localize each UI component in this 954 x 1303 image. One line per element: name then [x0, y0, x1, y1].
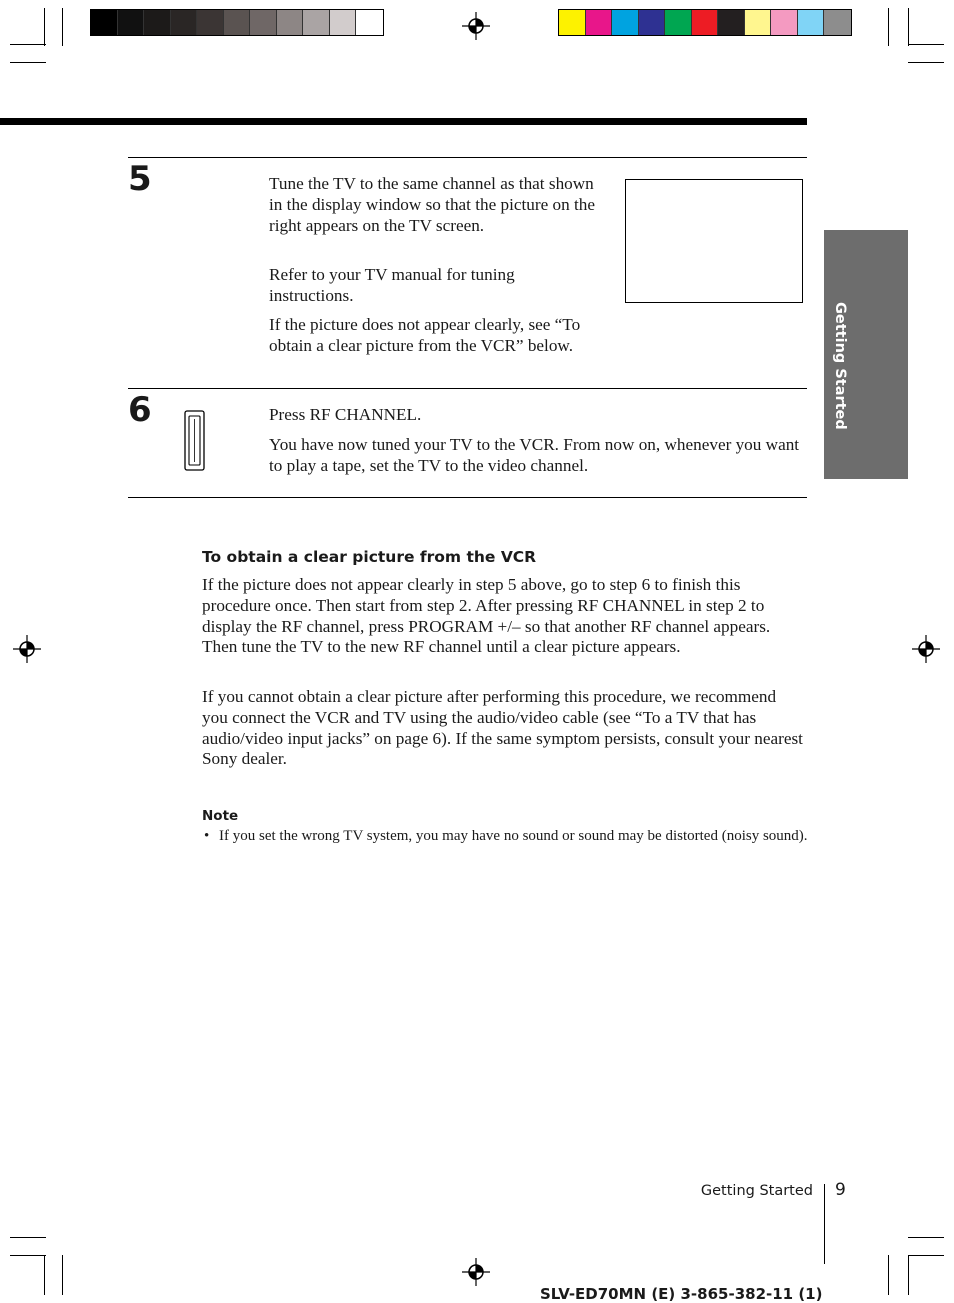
- crop-mark: [888, 1255, 889, 1295]
- registration-mark-icon: [461, 1257, 491, 1287]
- crop-mark: [62, 8, 63, 46]
- calibration-swatch: [250, 10, 277, 35]
- crop-mark: [10, 44, 46, 45]
- calibration-swatch: [718, 10, 745, 35]
- crop-mark: [908, 44, 944, 45]
- registration-mark-icon: [12, 634, 42, 664]
- rf-channel-button-icon: [184, 410, 206, 472]
- calibration-swatch: [559, 10, 586, 35]
- crop-mark: [10, 1255, 46, 1256]
- gray-calibration-bar: [90, 9, 384, 36]
- step5-paragraph-3: If the picture does not appear clearly, see “To obtain a clear picture from the VCR” below.: [269, 315, 581, 355]
- calibration-swatch: [277, 10, 304, 35]
- registration-mark-icon: [911, 634, 941, 664]
- calibration-swatch: [692, 10, 719, 35]
- note-text: If you set the wrong TV system, you may have no sound or sound may be distorted (noisy sound).: [219, 828, 808, 844]
- calibration-swatch: [612, 10, 639, 35]
- crop-mark: [888, 8, 889, 46]
- note-bullet: •: [204, 828, 210, 844]
- step6-paragraph-1: Press RF CHANNEL.: [269, 405, 422, 424]
- step6-top-rule: [128, 388, 807, 389]
- crop-mark: [44, 8, 45, 46]
- calibration-swatch: [745, 10, 772, 35]
- crop-mark: [908, 1255, 909, 1295]
- calibration-swatch: [639, 10, 666, 35]
- step-number-6: 6: [128, 390, 152, 430]
- footer-divider: [824, 1184, 825, 1264]
- crop-mark: [908, 1237, 944, 1238]
- crop-mark: [62, 1255, 63, 1295]
- section-heading: To obtain a clear picture from the VCR: [202, 548, 537, 566]
- calibration-swatch: [798, 10, 825, 35]
- step5-top-rule: [128, 157, 807, 158]
- crop-mark: [10, 62, 46, 63]
- side-tab-label: Getting Started: [832, 302, 848, 430]
- step6-paragraph-2: You have now tuned your TV to the VCR. From now on, whenever you want to play a tape, set the TV to the video channel.: [269, 435, 800, 475]
- step6-bottom-rule: [128, 497, 807, 498]
- calibration-swatch: [171, 10, 198, 35]
- crop-mark: [10, 1237, 46, 1238]
- calibration-swatch: [197, 10, 224, 35]
- step5-paragraph-1: Tune the TV to the same channel as that shown in the display window so that the picture on the right appears on the TV screen.: [269, 174, 596, 235]
- model-code: SLV-ED70MN (E) 3-865-382-11 (1): [540, 1285, 823, 1303]
- note-heading: Note: [202, 808, 239, 824]
- calibration-swatch: [224, 10, 251, 35]
- calibration-swatch: [330, 10, 357, 35]
- step5-paragraph-2: Refer to your TV manual for tuning instructions.: [269, 265, 515, 305]
- calibration-swatch: [144, 10, 171, 35]
- header-rule: [0, 118, 807, 125]
- footer-section-title: Getting Started: [700, 1183, 813, 1199]
- crop-mark: [908, 8, 909, 46]
- color-calibration-bar: [558, 9, 852, 36]
- calibration-swatch: [118, 10, 145, 35]
- calibration-swatch: [771, 10, 798, 35]
- section-paragraph-1: If the picture does not appear clearly in step 5 above, go to step 6 to finish this procedure once. Then start from step 2. After pressing RF CHANNEL in step 2 to display the RF channel, press PROGRAM +/– so that another RF channel appears. Then tune the TV to the new RF channel until a clear picture appears.: [202, 575, 771, 657]
- calibration-swatch: [665, 10, 692, 35]
- calibration-swatch: [356, 10, 383, 35]
- calibration-swatch: [303, 10, 330, 35]
- crop-mark: [908, 1255, 944, 1256]
- calibration-swatch: [91, 10, 118, 35]
- crop-mark: [44, 1255, 45, 1295]
- calibration-swatch: [824, 10, 851, 35]
- step-number-5: 5: [128, 159, 152, 199]
- section-paragraph-2: If you cannot obtain a clear picture after performing this procedure, we recommend you connect the VCR and TV using the audio/video cable (see “To a TV that has audio/video input jacks” on page 6). If the same symptom persists, consult your nearest Sony dealer.: [202, 687, 803, 769]
- registration-mark-icon: [461, 11, 491, 41]
- crop-mark: [908, 62, 944, 63]
- page-number: 9: [835, 1180, 846, 1200]
- tv-screen-illustration: [625, 179, 803, 303]
- calibration-swatch: [586, 10, 613, 35]
